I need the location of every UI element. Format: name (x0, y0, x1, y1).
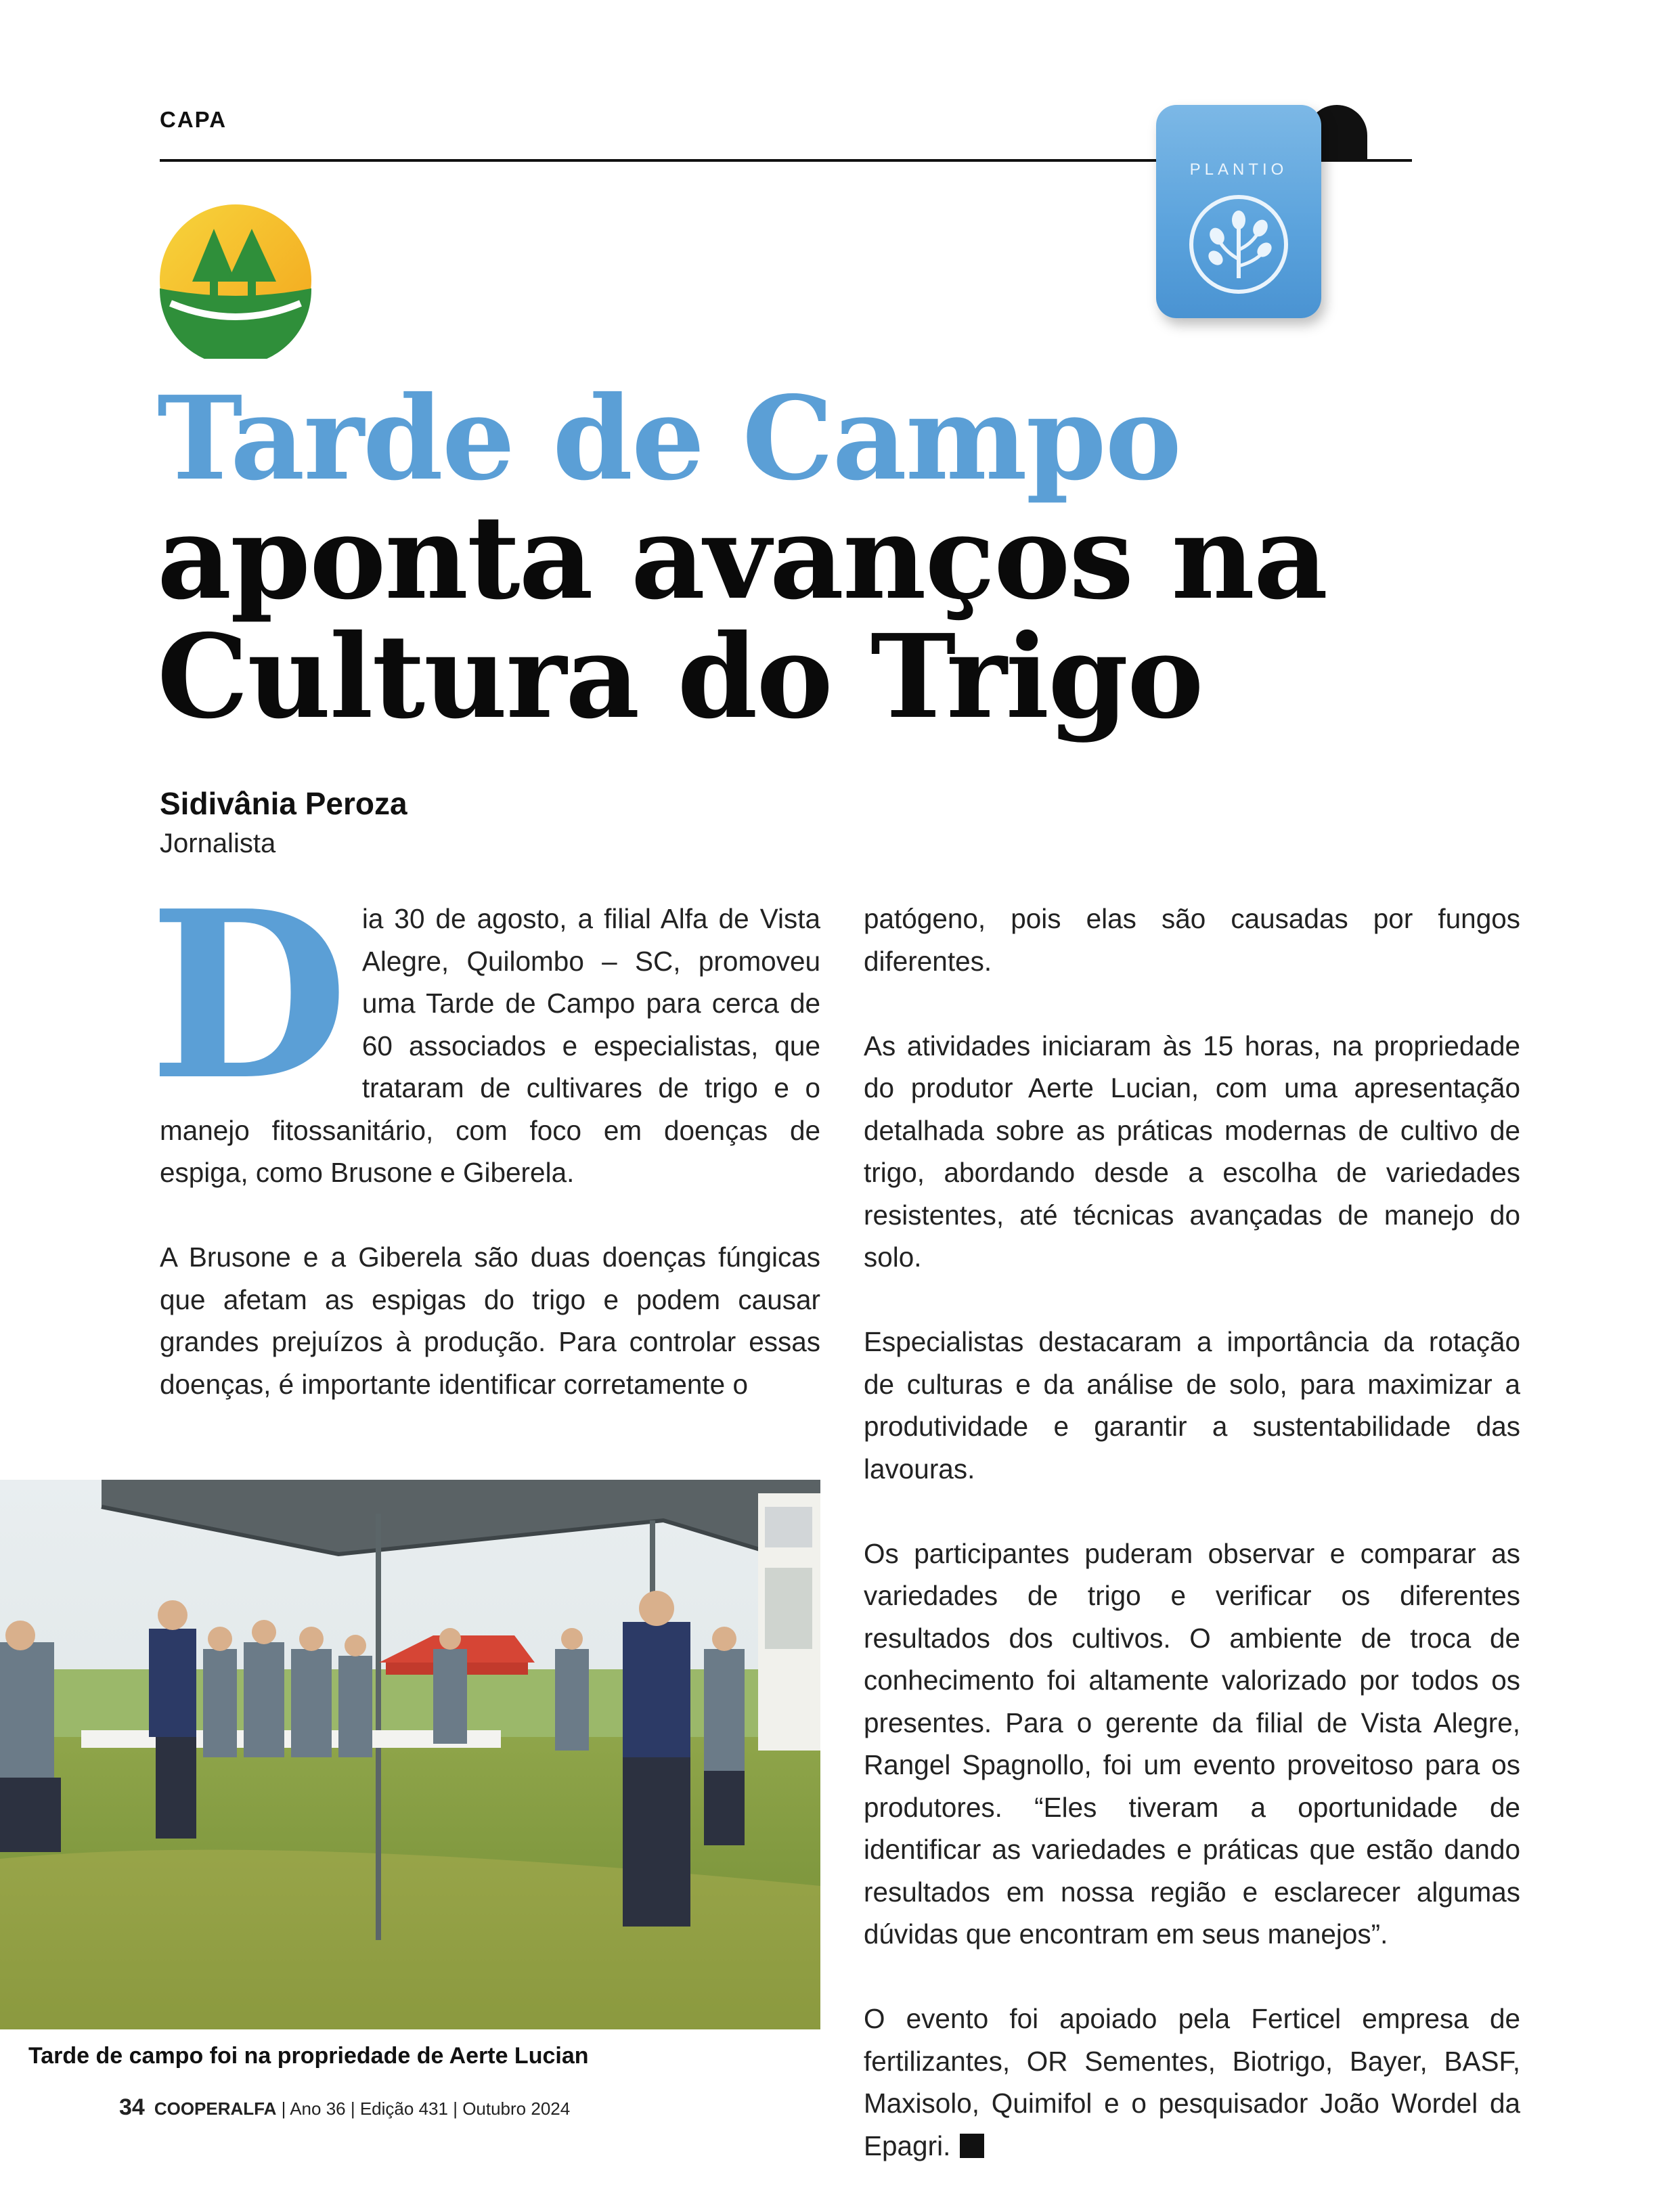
paragraph-6: O evento foi apoiado pela Ferticel empresa de fertilizantes, OR Sementes, Biotrigo, Bayer, BASF, Maxisolo, Quimifol e o pesquisador João Wordel da Epagri. (864, 2003, 1520, 2161)
paragraph-5: Os participantes puderam observar e comparar as variedades de trigo e verificar os diferentes resultados dos cultivos. O ambiente de troca de conhecimento foi altamente valorizado por todos os presentes. Para o gerente da filial de Vista Alegre, Rangel Spagnollo, foi um evento proveitoso para os produtores. “Eles tiveram a oportunidade de identificar as variedades e práticas que estão dando resultados em nossa região e esclarecer algumas dúvidas que encontram em seus manejos”. (864, 1537, 1520, 1950)
headline-line-1: Tarde de Campo (157, 371, 1180, 506)
magazine-name: COOPERALFA (154, 2098, 277, 2119)
magazine-year: Ano 36 (290, 2098, 346, 2119)
headline-line-3: Cultura do Trigo (157, 609, 1203, 745)
author-role: Jornalista (160, 829, 276, 858)
dropcap: D (149, 861, 349, 1131)
photo-caption: Tarde de campo foi na propriedade de Aerte Lucian (28, 2043, 589, 2069)
article-column-left (149, 861, 820, 1448)
event-photo (0, 1480, 820, 2029)
section-label: CAPA (160, 107, 227, 132)
field-day-photo (0, 1480, 820, 2029)
author-name: Sidivânia Peroza (160, 786, 407, 821)
magazine-edition: Edição 431 (359, 2098, 448, 2119)
page-number: 34 (119, 2094, 145, 2120)
headline (157, 371, 1443, 745)
article-column-right (864, 898, 1520, 2200)
paragraph-2: A Brusone e a Giberela são duas doenças fúngicas que afetam as espigas do trigo e podem causar grandes prejuízos à produção. Para controlar essas doenças, é importante identificar corretamente o (160, 1241, 820, 1400)
paragraph-2-continued: patógeno, pois elas são causadas por fungos diferentes. (864, 903, 1520, 977)
paragraph-1: Dia 30 de agosto, a filial Alfa de Vista Alegre, Quilombo – SC, promoveu uma Tarde de Campo para cerca de 60 associados e especialistas, que trataram de cultivares de trigo e o manejo fitossanitário, com foco em doenças de espiga, como Brusone e Giberela. (149, 861, 820, 1188)
end-mark (960, 2134, 984, 2158)
headline-line-2: aponta avanços na (157, 490, 1327, 625)
cooperalfa-logo (157, 202, 314, 359)
paragraph-3: As atividades iniciaram às 15 horas, na propriedade do produtor Aerte Lucian, com uma apresentação detalhada sobre as práticas modernas de cultivo de trigo, abordando desde a escolha de variedades resistentes, até técnicas avançadas de manejo do solo. (864, 1030, 1520, 1273)
plant-sprout-icon (1186, 192, 1291, 297)
tag-label: PLANTIO (1189, 160, 1288, 179)
magazine-month: Outubro 2024 (462, 2098, 571, 2119)
section-tag (1156, 105, 1321, 318)
page-footer: 34 COOPERALFA | Ano 36 | Edição 431 | Outubro 2024 (119, 2094, 571, 2120)
paragraph-4: Especialistas destacaram a importância da rotação de culturas e da análise de solo, para maximizar a produtividade e garantir a sustentabilidade das lavouras. (864, 1326, 1520, 1484)
